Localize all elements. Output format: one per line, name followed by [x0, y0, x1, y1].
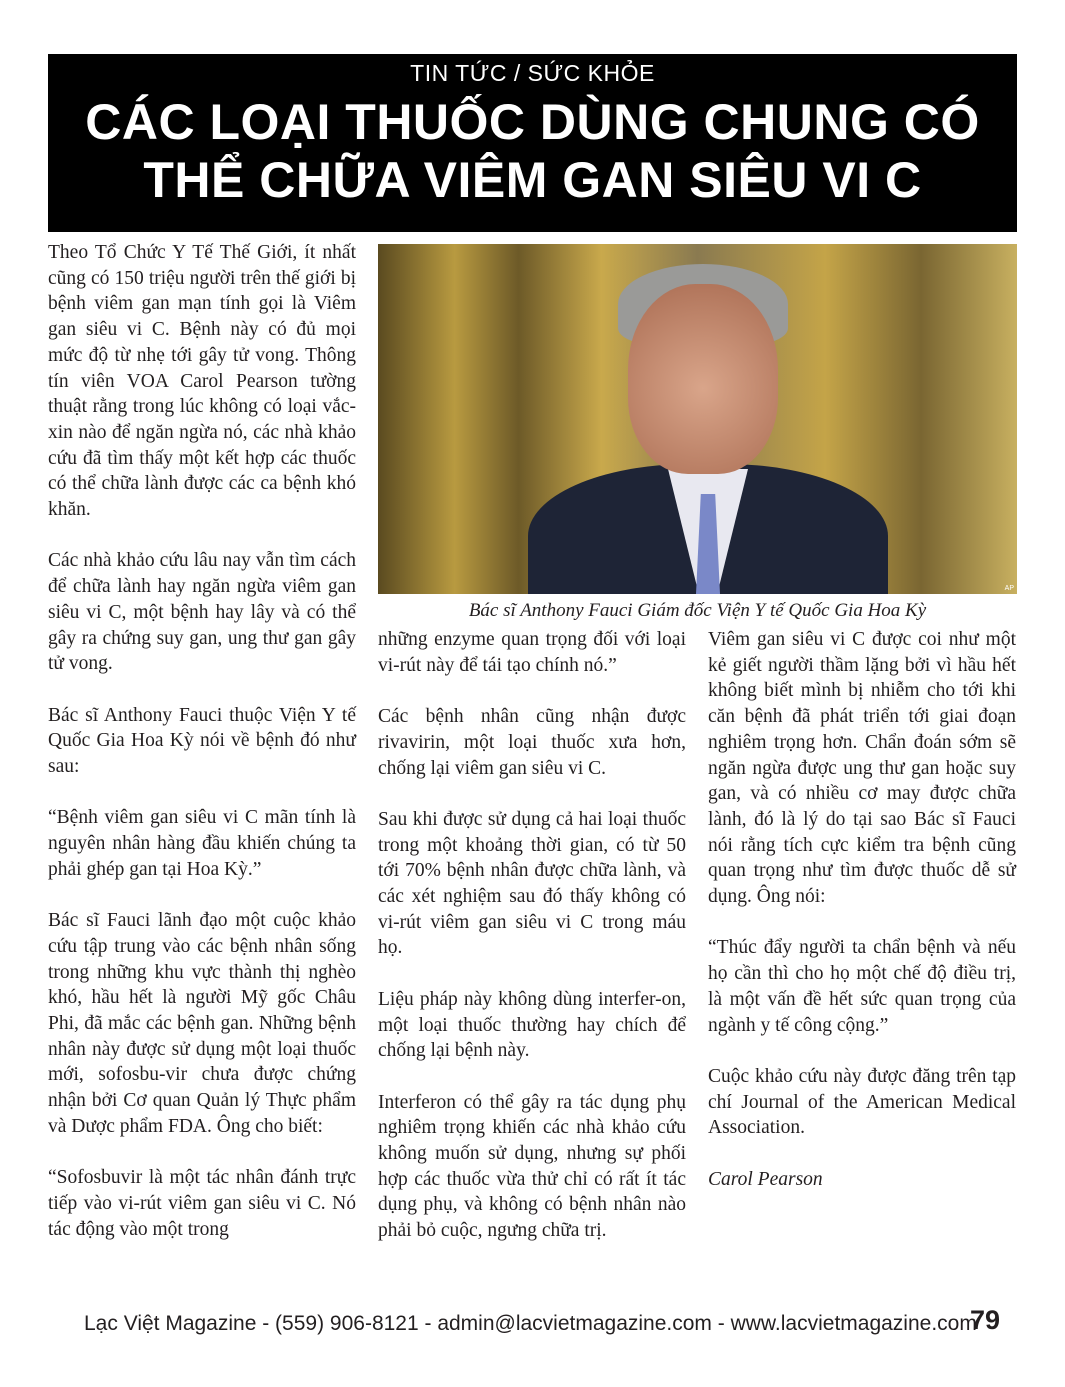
paragraph: Viêm gan siêu vi C được coi như một kẻ giết người thầm lặng bởi vì hầu hết không biết mình bị nhiễm cho tới khi căn bệnh đã phát triển tới giai đoạn nghiêm trọng hơn. Chẩn đoán sớm sẽ ngăn ngừa được ung thư gan hoặc suy gan, và có nhiều cơ may được chữa lành, đó là lý do tại sao Bác sĩ Fauci nói rằng tích cực kiểm tra bệnh cũng quan trọng như tìm được thuốc dễ sử dụng. Ông nói:	[708, 629, 1016, 908]
photo-credit: AP	[1004, 585, 1014, 592]
paragraph: Bác sĩ Anthony Fauci thuộc Viện Y tế Quốc Gia Hoa Kỳ nói về bệnh đó như sau:	[48, 704, 356, 778]
paragraph: Sau khi được sử dụng cả hai loại thuốc trong một khoảng thời gian, có từ 50 tới 70% bệnh nhân được chữa lành, và các xét nghiệm sau đó thấy không có vi-rút viêm gan siêu vi C trong máu họ.	[378, 808, 686, 959]
article-column-3	[708, 627, 1016, 1218]
paragraph: “Thúc đẩy người ta chẩn bệnh và nếu họ cần thì cho họ một chế độ điều trị, là một vấn đề hết sức quan trọng của ngành y tế công cộng.”	[708, 937, 1016, 1036]
article-column-1	[48, 240, 356, 1268]
paragraph: Cuộc khảo cứu này được đăng trên tạp chí Journal of the American Medical Association.	[708, 1065, 1016, 1139]
paragraph: Liệu pháp này không dùng interfer-on, một loại thuốc thường hay chích để chống lại bệnh này.	[378, 988, 686, 1062]
article-photo	[378, 244, 1017, 594]
author-signature: Carol Pearson	[708, 1168, 823, 1190]
paragraph: “Sofosbuvir là một tác nhân đánh trực tiếp vào vi-rút viêm gan siêu vi C. Nó tác động vào một trong	[48, 1167, 356, 1240]
photo-caption: Bác sĩ Anthony Fauci Giám đốc Viện Y tế Quốc Gia Hoa Kỳ	[468, 600, 927, 621]
photo-face	[628, 284, 778, 474]
paragraph: những enzyme quan trọng đối với loại vi-rút này để tái tạo chính nó.”	[378, 629, 686, 676]
paragraph: Theo Tổ Chức Y Tế Thế Giới, ít nhất cũng có 150 triệu người trên thế giới bị bệnh viêm gan mạn tính gọi là Viêm gan siêu vi C. Bệnh này có đủ mọi mức độ từ nhẹ tới gây tử vong. Thông tín viên VOA Carol Pearson tường thuật rằng trong lúc không có loại vắc-xin nào để ngăn ngừa nó, các nhà khảo cứu đã tìm thấy một kết hợp các thuốc có thể chữa lành được các ca bệnh khó khăn.	[48, 242, 356, 521]
article-column-2	[378, 627, 686, 1270]
headline: CÁC LOẠI THUỐC DÙNG CHUNG CÓ THỂ CHỮA VIÊM GAN SIÊU VI C	[85, 94, 980, 208]
paragraph: Interferon có thể gây ra tác dụng phụ nghiêm trọng khiến các nhà khảo cứu không muốn sử dụng, nhưng sự phối hợp các thuốc vừa thử chỉ có rất ít tác dụng phụ, và không có bệnh nhân nào phải bỏ cuộc, ngưng chữa trị.	[378, 1091, 686, 1242]
header-banner	[48, 54, 1017, 232]
footer-contact: Lạc Việt Magazine - (559) 906-8121 - admin@lacvietmagazine.com - www.lacvietmagazine.com	[84, 1312, 977, 1335]
section-kicker: TIN TỨC / SỨC KHỎE	[410, 60, 655, 86]
paragraph: “Bệnh viêm gan siêu vi C mãn tính là nguyên nhân hàng đầu khiến chúng ta phải ghép gan tại Hoa Kỳ.”	[48, 807, 356, 880]
paragraph: Các nhà khảo cứu lâu nay vẫn tìm cách để chữa lành hay ngăn ngừa viêm gan siêu vi C, một bệnh hay lây và có thể gây ra chứng suy gan, ung thư gan gây tử vong.	[48, 550, 356, 675]
page-number: 79	[970, 1305, 1001, 1335]
paragraph: Các bệnh nhân cũng nhận được rivavirin, một loại thuốc xưa hơn, chống lại viêm gan siêu vi C.	[378, 706, 686, 779]
paragraph: Bác sĩ Fauci lãnh đạo một cuộc khảo cứu tập trung vào các bệnh nhân sống trong những khu vực thành thị nghèo khó, hầu hết là người Mỹ gốc Châu Phi, đã mắc các bệnh gan. Những bệnh nhân này được sử dụng một loại thuốc mới, sofosbu-vir chưa được chứng nhận bởi Cơ quan Quản lý Thực phẩm và Dược phẩm FDA. Ông cho biết:	[48, 910, 356, 1137]
